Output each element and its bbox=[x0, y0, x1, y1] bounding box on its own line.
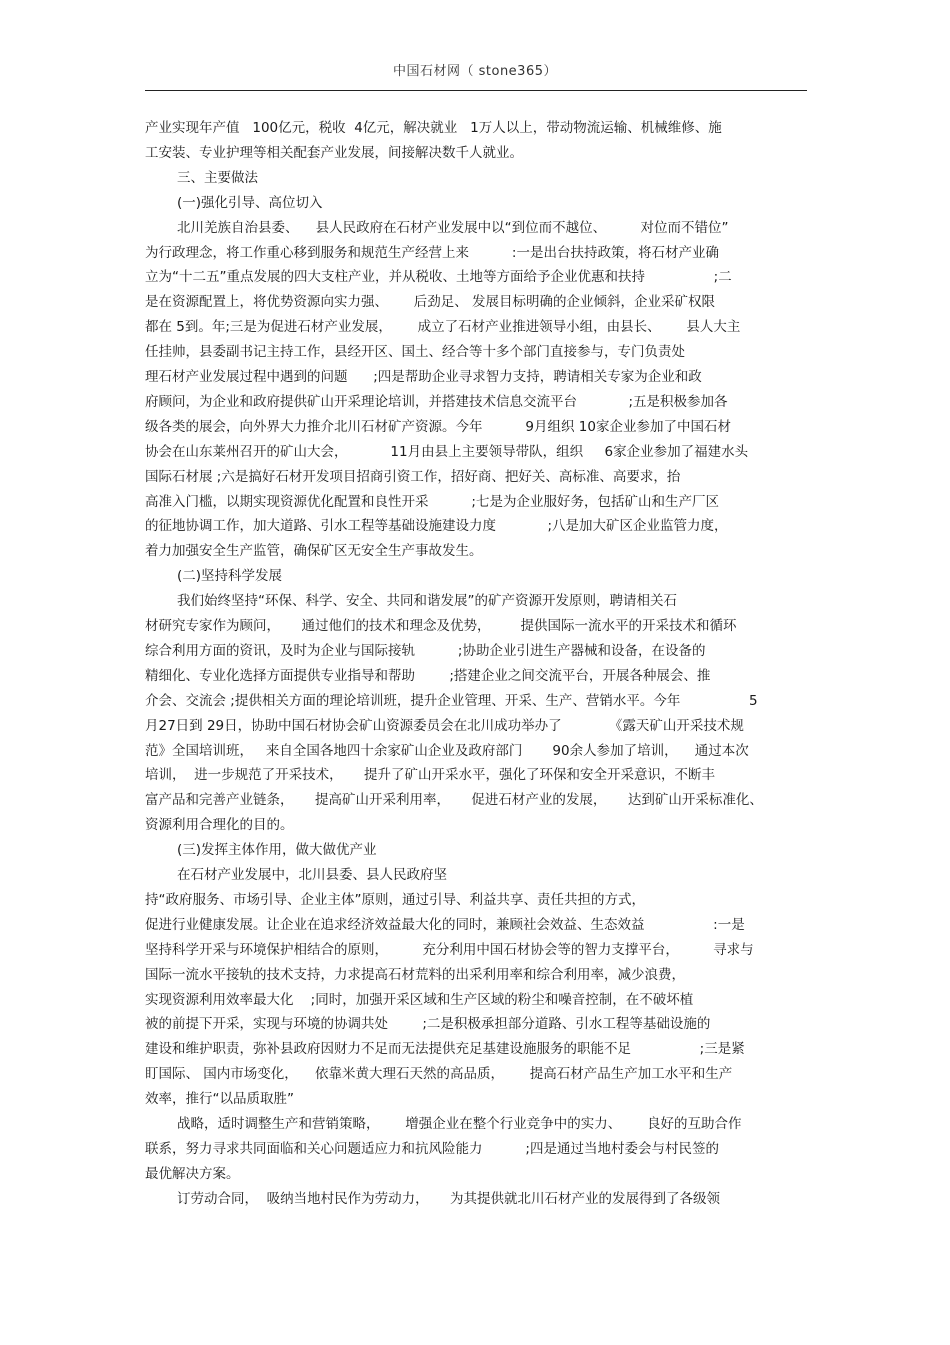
text-line: 是在资源配置上，将优势资源向实力强、 后劲足、 发展目标明确的企业倾斜，企业采矿权限 bbox=[145, 294, 716, 311]
text-line: 持“政府服务、市场引导、企业主体”原则，通过引导、利益共享、责任共担的方式， bbox=[145, 891, 645, 908]
text-line: 工安装、专业护理等相关配套产业发展，间接解决数千人就业。 bbox=[145, 144, 523, 161]
text-line: 促进行业健康发展。让企业在追求经济效益最大化的同时，兼顾社会效益、生态效益 :一是 bbox=[145, 916, 745, 933]
text-line: 级各类的展会，向外界大力推介北川石材矿产资源。今年 9月组织 10家企业参加了中国石材 bbox=[145, 418, 731, 435]
text-line: 介会、交流会 ;提供相关方面的理论培训班，提升企业管理、开采、生产、营销水平。今年 5 bbox=[145, 692, 758, 709]
header-rule bbox=[145, 90, 807, 91]
text-line: 着力加强安全生产监管，确保矿区无安全生产事故发生。 bbox=[145, 543, 483, 560]
text-line: 国际一流水平接轨的技术支持，力求提高石材荒料的出采利用率和综合利用率，减少浪费， bbox=[145, 966, 685, 983]
text-line: 培训， 进一步规范了开采技术， 提升了矿山开采水平，强化了环保和安全开采意识，不断丰 bbox=[145, 767, 716, 784]
text-line: 理石材产业发展过程中遇到的问题 ;四是帮助企业寻求智力支持，聘请相关专家为企业和政 bbox=[145, 369, 702, 385]
text-line: 最优解决方案。 bbox=[145, 1165, 240, 1182]
text-line: 三、主要做法 bbox=[177, 169, 258, 186]
text-line: 坚持科学开采与环境保护相结合的原则， 充分利用中国石材协会等的智力支撑平台， 寻求与 bbox=[145, 941, 754, 958]
text-line: (二)坚持科学发展 bbox=[177, 568, 283, 585]
text-line: 联系，努力寻求共同面临和关心问题适应力和抗风险能力 ;四是通过当地村委会与村民签的 bbox=[145, 1140, 719, 1157]
text-line: 的征地协调工作，加大道路、引水工程等基础设施建设力度 ;八是加大矿区企业监管力度， bbox=[145, 518, 728, 535]
text-line: 任挂帅，县委副书记主持工作，县经开区、国土、经合等十多个部门直接参与，专门负责处 bbox=[145, 344, 685, 361]
text-line: 订劳动合同， 吸纳当地村民作为劳动力， 为其提供就北川石材产业的发展得到了各级领 bbox=[177, 1190, 721, 1207]
text-line: 协会在山东莱州召开的矿山大会， 11月由县上主要领导带队，组织 6家企业参加了福建水头 bbox=[145, 443, 749, 460]
text-line: 建设和维护职责，弥补县政府因财力不足而无法提供充足基建设施服务的职能不足 ;三是紧 bbox=[145, 1041, 745, 1058]
text-line: 为行政理念，将工作重心移到服务和规范生产经营上来 :一是出台扶持政策，将石材产业确 bbox=[145, 244, 719, 261]
text-line: 国际石材展 ;六是搞好石材开发项目招商引资工作，招好商、把好关、高标准、高要求，抬 bbox=[145, 468, 681, 485]
text-line: 北川羌族自治县委、 县人民政府在石材产业发展中以“到位而不越位、 对位而不错位” bbox=[177, 219, 729, 236]
text-line: 被的前提下开采，实现与环境的协调共处 ;二是积极承担部分道路、引水工程等基础设施的 bbox=[145, 1016, 711, 1033]
text-line: 富产品和完善产业链条， 提高矿山开采利用率， 促进石材产业的发展， 达到矿山开采标准化、 bbox=[145, 792, 763, 809]
text-line: (一)强化引导、高位切入 bbox=[177, 194, 323, 211]
text-line: 精细化、专业化选择方面提供专业指导和帮助 ;搭建企业之间交流平台，开展各种展会、推 bbox=[145, 667, 711, 684]
text-line: 实现资源利用效率最大化 ;同时，加强开采区域和生产区域的粉尘和噪音控制，在不破坏植 bbox=[145, 991, 694, 1008]
text-line: 资源利用合理化的目的。 bbox=[145, 817, 294, 834]
text-line: 盯国际、 国内市场变化， 依靠米黄大理石天然的高品质， 提高石材产品生产加工水平和生产 bbox=[145, 1066, 733, 1083]
text-line: (三)发挥主体作用，做大做优产业 bbox=[177, 842, 377, 859]
text-line: 材研究专家作为顾问， 通过他们的技术和理念及优势， 提供国际一流水平的开采技术和循环 bbox=[145, 618, 737, 634]
text-line: 我们始终坚持“环保、科学、安全、共同和谐发展”的矿产资源开发原则，聘请相关石 bbox=[177, 593, 677, 610]
text-line: 综合利用方面的资讯，及时为企业与国际接轨 ;协助企业引进生产器械和设备，在设备的 bbox=[145, 642, 706, 659]
text-line: 都在 5到。年;三是为促进石材产业发展， 成立了石材产业推进领导小组，由县长、 县人大主 bbox=[145, 319, 741, 336]
text-line: 效率，推行“以品质取胜” bbox=[145, 1091, 294, 1108]
text-line: 府顾问，为企业和政府提供矿山开采理论培训，并搭建技术信息交流平台 ;五是积极参加各 bbox=[145, 393, 728, 410]
text-line: 高准入门槛，以期实现资源优化配置和良性开采 ;七是为企业服好务，包括矿山和生产厂区 bbox=[145, 493, 719, 510]
text-line: 战略，适时调整生产和营销策略， 增强企业在整个行业竞争中的实力、 良好的互助合作 bbox=[177, 1116, 742, 1132]
text-line: 月27日到 29日，协助中国石材协会矿山资源委员会在北川成功举办了 《露天矿山开采技术规 bbox=[145, 717, 744, 734]
text-line: 立为“十二五”重点发展的四大支柱产业，并从税收、土地等方面给予企业优惠和扶持 ;二 bbox=[145, 269, 732, 286]
text-line: 产业实现年产值 100亿元，税收 4亿元，解决就业 1万人以上，带动物流运输、机械维修、施 bbox=[145, 120, 722, 136]
text-line: 范》全国培训班， 来自全国各地四十余家矿山企业及政府部门 90余人参加了培训， 通过本次 bbox=[145, 742, 749, 759]
page-header: 中国石材网（ stone365） bbox=[392, 64, 557, 79]
text-line: 在石材产业发展中，北川县委、县人民政府坚 bbox=[177, 867, 447, 883]
